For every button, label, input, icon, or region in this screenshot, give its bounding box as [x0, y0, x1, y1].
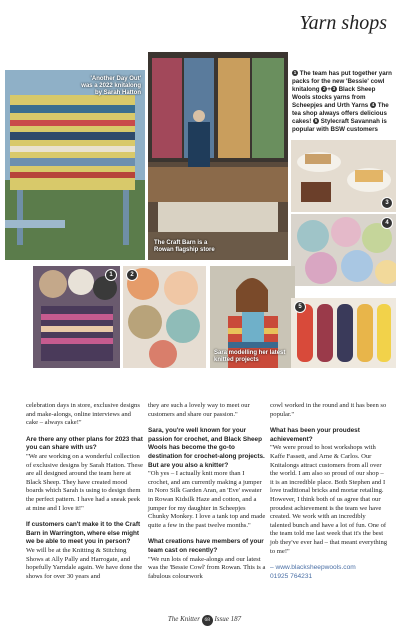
page-footer: [0, 615, 409, 626]
cakes-photo: [291, 140, 396, 212]
tablecloth-illustration: [5, 70, 145, 260]
col1-question-1: Are there any other plans for 2023 that you can share with us?: [26, 435, 143, 452]
magazine-name: The Knitter: [167, 615, 200, 623]
col3-question-1: What has been your proudest achievement?: [270, 427, 360, 443]
badge-5: 5: [314, 118, 318, 124]
website-link[interactable]: – www.blacksheepwools.com: [270, 564, 356, 572]
col2-question-2: What creations have members of your team cast on recently?: [148, 538, 264, 554]
badge-1: 1: [293, 70, 297, 76]
skeins-illustration: [291, 298, 396, 368]
col2-question-1: Sara, you're well known for your passion for crochet, and Black Sheep Wools has become the go-to destination for crochet-along projects. But are you also a knitter?: [148, 427, 265, 469]
photo-badge-3: 3: [381, 197, 393, 209]
knit-pack-illustration: [33, 266, 120, 368]
section-title: Yarn shops: [299, 12, 387, 34]
store-photo: [148, 52, 288, 260]
column-3: [270, 402, 388, 581]
store-illustration: [148, 52, 288, 260]
col1-answer-1: "We are working on a wonderful collection of exclusive designs by Sarah Hatton. These are all designed around the team here at Black Sheep. They have created mood boards which Sarah is using to design them the perfect pattern. I have had a sneak peek at mine and I love it!": [26, 452, 143, 512]
yarn-balls-illustration: [123, 266, 206, 368]
photo-badge-4: 4: [381, 217, 393, 229]
sara-photo: [210, 266, 295, 368]
col2-paragraph-0: they are such a lovely way to meet our customers and share our passion.": [148, 402, 250, 418]
col1-answer-2: We will be at the Knitting & Stitching Shows at Ally Pally and Harrogate, and hopefully Yarndale again. We have done the shows for over 30 years and: [26, 546, 143, 580]
issue-number: Issue 187: [214, 615, 242, 623]
yarn-cakes-photo: [291, 214, 396, 286]
side-caption-2: Black Sheep Wools stocks yarns from Scheepjes and Urth Yarns: [292, 86, 376, 109]
side-caption: 1 The team has put together yarn packs for the new 'Bessie' cowl knitalong 2 + 3 Black Sheep Wools stocks yarns from Scheepjes and Urth Yarns 4 The tea shop always offers delicious cakes! 5 Stylecraft Savannah is popular with BSW customers: [292, 70, 392, 133]
side-caption-4: Stylecraft Savannah is popular with BSW customers: [292, 118, 387, 133]
col1-question-2: If customers can't make it to the Craft Barn in Warrington, where else might we be able to meet you in person?: [26, 521, 141, 546]
badge-4: 4: [371, 102, 375, 108]
photo-badge-1: 1: [105, 269, 117, 281]
tablecloth-caption: 'Another Day Out' was a 2022 knitalong by Sarah Hatton: [81, 76, 141, 96]
page-number: 68: [202, 615, 213, 626]
photo-badge-2: 2: [126, 269, 138, 281]
col2-answer-1: "Oh yes – I actually knit more than I crochet, and am currently making a jumper in Noro Silk Garden Aran, an 'Eve' sweater in Rowan Kidsilk Haze and cotton, and a jumper for my daughter in Scheepjes Chunky Monkey. I love a tank top and made quite a few in the past twelve months.": [148, 470, 266, 529]
badge-2: 2: [322, 86, 326, 92]
col2-answer-2: "We run lots of make-alongs and our latest was the 'Bessie Cowl' from Rowan. This is a fabulous colourwork: [148, 555, 266, 580]
column-2: [148, 402, 266, 581]
skeins-photo: [291, 298, 396, 368]
store-caption: The Craft Barn is a Rowan flagship store: [154, 240, 215, 253]
sara-caption: Sara modelling her latest knitted projects: [214, 350, 286, 363]
side-caption-3: The tea shop always offers delicious cakes!: [292, 102, 389, 125]
side-caption-1: The team has put together yarn packs for the new 'Bessie' cowl knitalong: [292, 70, 392, 93]
yarn-cakes-illustration: [291, 214, 396, 286]
column-1: [26, 402, 144, 581]
col1-paragraph-0: celebration days in store, exclusive designs and make-alongs, online interviews and cake – always cake!": [26, 402, 140, 427]
photo-badge-5: 5: [294, 301, 306, 313]
knit-pack-photo: [33, 266, 120, 368]
badge-3: 3: [332, 86, 336, 92]
yarn-balls-photo: [123, 266, 206, 368]
col3-paragraph-0: cowl worked in the round and it has been so popular.": [270, 402, 387, 418]
phone-number: 01925 764231: [270, 572, 313, 580]
tablecloth-photo: [5, 70, 145, 260]
col3-answer-1: "We were proud to host workshops with Kaffe Fassett, and Arne & Carlos. Our Knitalongs attract customers from all over the world. I am also so proud of our shop – it is an incredible place. Both Stephen and I love traditional bricks and mortar retailing. However, I think both of us agree that our proudest achievement is the team we have created. We work with an incredibly talented bunch and have a lot of fun. One of the team told me last week that it's the best job they've ever had – that meant everything to me!": [270, 444, 388, 555]
